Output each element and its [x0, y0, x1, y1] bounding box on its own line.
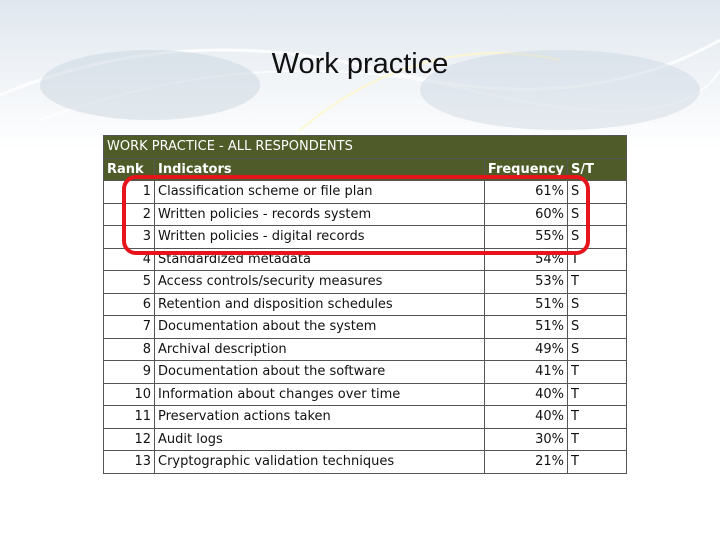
table-row — [104, 451, 627, 474]
rank-cell: 12 — [104, 428, 155, 451]
st-cell: S — [568, 316, 627, 339]
table-row — [104, 248, 627, 271]
table-row — [104, 428, 627, 451]
frequency-cell: 49% — [484, 338, 567, 361]
st-cell: T — [568, 451, 627, 474]
table-caption: WORK PRACTICE - ALL RESPONDENTS — [104, 136, 627, 159]
indicator-cell: Preservation actions taken — [155, 406, 485, 429]
table-row — [104, 383, 627, 406]
frequency-cell: 54% — [484, 248, 567, 271]
frequency-cell: 21% — [484, 451, 567, 474]
frequency-cell: 40% — [484, 383, 567, 406]
rank-cell: 4 — [104, 248, 155, 271]
table-row — [104, 271, 627, 294]
rank-cell: 9 — [104, 361, 155, 384]
st-cell: T — [568, 248, 627, 271]
rank-cell: 6 — [104, 293, 155, 316]
indicator-cell: Classification scheme or file plan — [155, 181, 485, 204]
st-cell: S — [568, 181, 627, 204]
table-row — [104, 361, 627, 384]
indicator-cell: Standardized metadata — [155, 248, 485, 271]
rank-cell: 13 — [104, 451, 155, 474]
st-cell: T — [568, 406, 627, 429]
column-header-st: S/T — [568, 158, 627, 181]
indicator-cell: Cryptographic validation techniques — [155, 451, 485, 474]
frequency-cell: 41% — [484, 361, 567, 384]
st-cell: S — [568, 226, 627, 249]
indicator-cell: Documentation about the software — [155, 361, 485, 384]
table-row — [104, 293, 627, 316]
column-header-frequency: Frequency — [484, 158, 567, 181]
table-row — [104, 226, 627, 249]
work-practice-table — [103, 135, 627, 474]
rank-cell: 11 — [104, 406, 155, 429]
st-cell: S — [568, 338, 627, 361]
indicator-cell: Archival description — [155, 338, 485, 361]
frequency-cell: 51% — [484, 316, 567, 339]
indicator-cell: Audit logs — [155, 428, 485, 451]
column-header-indicators: Indicators — [155, 158, 485, 181]
rank-cell: 1 — [104, 181, 155, 204]
indicator-cell: Retention and disposition schedules — [155, 293, 485, 316]
table-row — [104, 203, 627, 226]
frequency-cell: 40% — [484, 406, 567, 429]
frequency-cell: 60% — [484, 203, 567, 226]
table-row — [104, 316, 627, 339]
table-row — [104, 338, 627, 361]
frequency-cell: 53% — [484, 271, 567, 294]
st-cell: T — [568, 361, 627, 384]
rank-cell: 3 — [104, 226, 155, 249]
indicator-cell: Information about changes over time — [155, 383, 485, 406]
rank-cell: 10 — [104, 383, 155, 406]
st-cell: S — [568, 203, 627, 226]
rank-cell: 5 — [104, 271, 155, 294]
rank-cell: 8 — [104, 338, 155, 361]
st-cell: T — [568, 271, 627, 294]
rank-cell: 2 — [104, 203, 155, 226]
frequency-cell: 61% — [484, 181, 567, 204]
table-row — [104, 181, 627, 204]
rank-cell: 7 — [104, 316, 155, 339]
indicator-cell: Written policies - records system — [155, 203, 485, 226]
table-body — [104, 181, 627, 474]
st-cell: T — [568, 428, 627, 451]
frequency-cell: 55% — [484, 226, 567, 249]
indicator-cell: Written policies - digital records — [155, 226, 485, 249]
indicator-cell: Access controls/security measures — [155, 271, 485, 294]
table-row — [104, 406, 627, 429]
frequency-cell: 51% — [484, 293, 567, 316]
st-cell: T — [568, 383, 627, 406]
indicator-cell: Documentation about the system — [155, 316, 485, 339]
frequency-cell: 30% — [484, 428, 567, 451]
st-cell: S — [568, 293, 627, 316]
column-header-rank: Rank — [104, 158, 155, 181]
slide-title: Work practice — [271, 48, 449, 80]
